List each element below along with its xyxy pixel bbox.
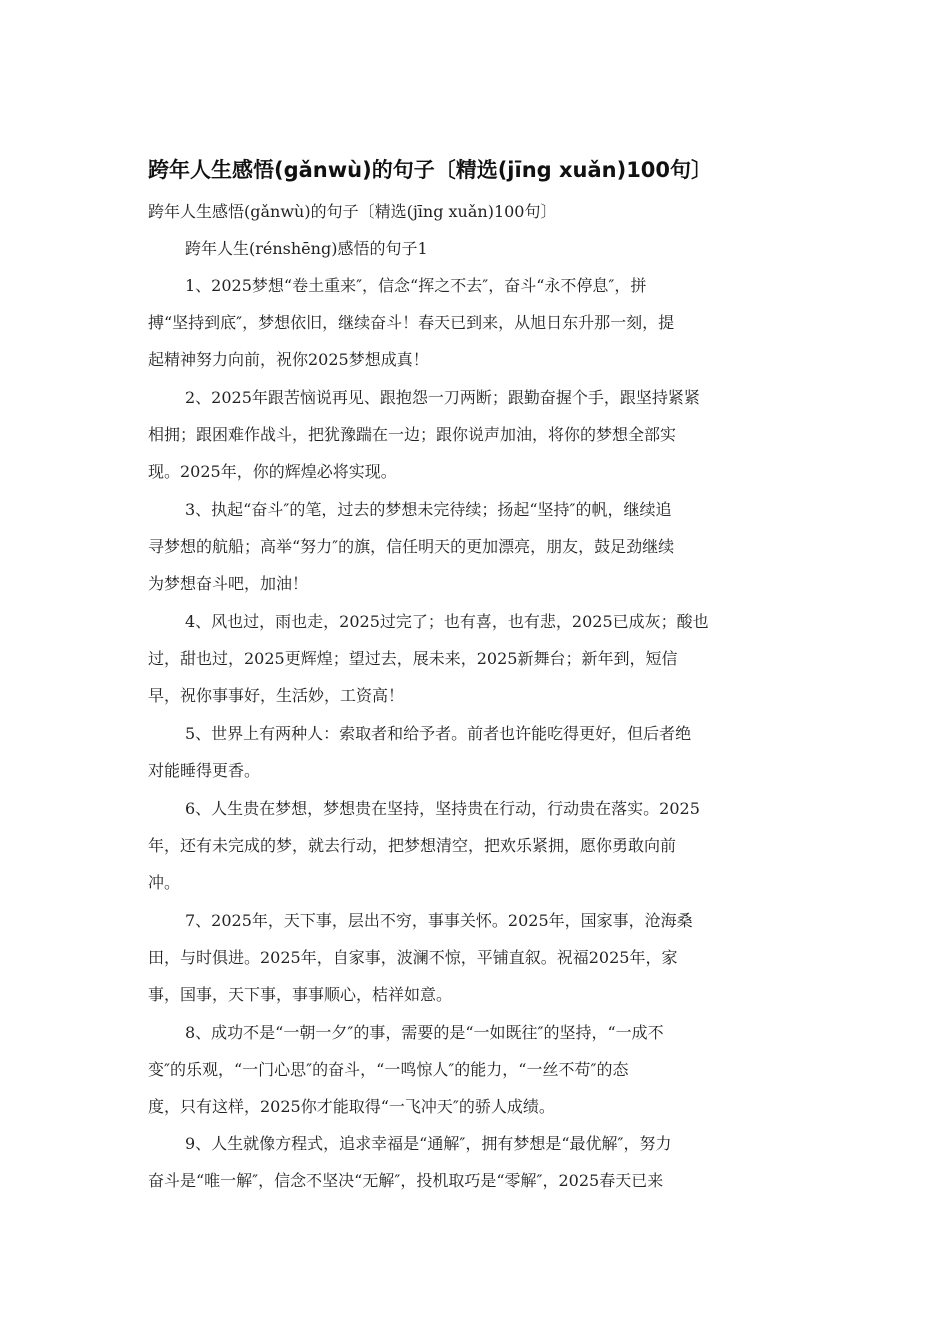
paragraph-1 [148, 267, 798, 378]
text-line: 7、2025年，天下事，层出不穷，事事关怀。2025年，国家事，沧海桑 [185, 911, 693, 930]
text-line: 搏“坚持到底″，梦想依旧，继续奋斗！春天已到来，从旭日东升那一刻，提 [148, 313, 675, 332]
paragraph-3 [148, 491, 798, 602]
paragraph-8 [148, 1014, 798, 1125]
text-line: 对能睡得更香。 [148, 761, 261, 780]
text-line: 事，国事，天下事，事事顺心，桔祥如意。 [148, 985, 453, 1004]
text-line: 起精神努力向前，祝你2025梦想成真！ [148, 350, 429, 369]
text-line: 5、世界上有两种人：索取者和给予者。前者也许能吃得更好，但后者绝 [185, 724, 692, 743]
text-line: 现。2025年，你的辉煌必将实现。 [148, 462, 397, 481]
text-line: 变″的乐观，“一门心思″的奋斗，“一鸣惊人″的能力，“一丝不苟″的态 [148, 1060, 629, 1079]
document-title: 跨年人生感悟(gǎnwù)的句子〔精选(jīng xuǎn)100句〕 [148, 158, 713, 182]
paragraph-2 [148, 379, 798, 490]
paragraph-6 [148, 790, 798, 901]
text-line: 8、成功不是“一朝一夕″的事，需要的是“一如既往″的坚持，“一成不 [185, 1023, 664, 1042]
text-line: 田，与时俱进。2025年，自家事，波澜不惊，平铺直叙。祝福2025年，家 [148, 948, 678, 967]
text-line: 6、人生贵在梦想，梦想贵在坚持，坚持贵在行动，行动贵在落实。2025 [185, 799, 700, 818]
text-line: 9、人生就像方程式，追求幸福是“通解″，拥有梦想是“最优解″，努力 [185, 1134, 672, 1153]
text-line: 4、风也过，雨也走，2025过完了；也有喜，也有悲，2025已成灰；酸也 [185, 612, 709, 631]
text-line: 冲。 [148, 873, 181, 892]
document-subtitle: 跨年人生感悟(gǎnwù)的句子〔精选(jīng xuǎn)100句〕 [148, 202, 557, 221]
text-line: 相拥；跟困难作战斗，把犹豫踹在一边；跟你说声加油，将你的梦想全部实 [148, 425, 677, 444]
text-line: 年，还有未完成的梦，就去行动，把梦想清空，把欢乐紧拥，愿你勇敢向前 [148, 836, 677, 855]
text-line: 过，甜也过，2025更辉煌；望过去，展未来，2025新舞台；新年到，短信 [148, 649, 678, 668]
text-line: 3、执起“奋斗″的笔，过去的梦想未完待续；扬起“坚持″的帆，继续追 [185, 500, 672, 519]
text-line: 寻梦想的航船；高举“努力″的旗，信任明天的更加漂亮，朋友，鼓足劲继续 [148, 537, 675, 556]
text-line: 为梦想奋斗吧，加油！ [148, 574, 309, 593]
paragraph-4 [148, 603, 798, 714]
paragraph-7 [148, 902, 798, 1013]
text-line: 奋斗是“唯一解″，信念不坚决“无解″，投机取巧是“零解″，2025春天已来 [148, 1171, 664, 1190]
text-line: 2、2025年跟苦恼说再见、跟抱怨一刀两断；跟勤奋握个手，跟坚持紧紧 [185, 388, 700, 407]
text-line: 1、2025梦想“卷土重来″，信念“挥之不去″，奋斗“永不停息″，拼 [185, 276, 647, 295]
paragraph-9 [148, 1125, 798, 1199]
paragraph-5 [148, 715, 798, 789]
text-line: 度，只有这样，2025你才能取得“一飞冲天″的骄人成绩。 [148, 1097, 555, 1116]
text-line: 早，祝你事事好，生活妙，工资高！ [148, 686, 405, 705]
section-heading: 跨年人生(rénshēng)感悟的句子1 [185, 239, 428, 258]
